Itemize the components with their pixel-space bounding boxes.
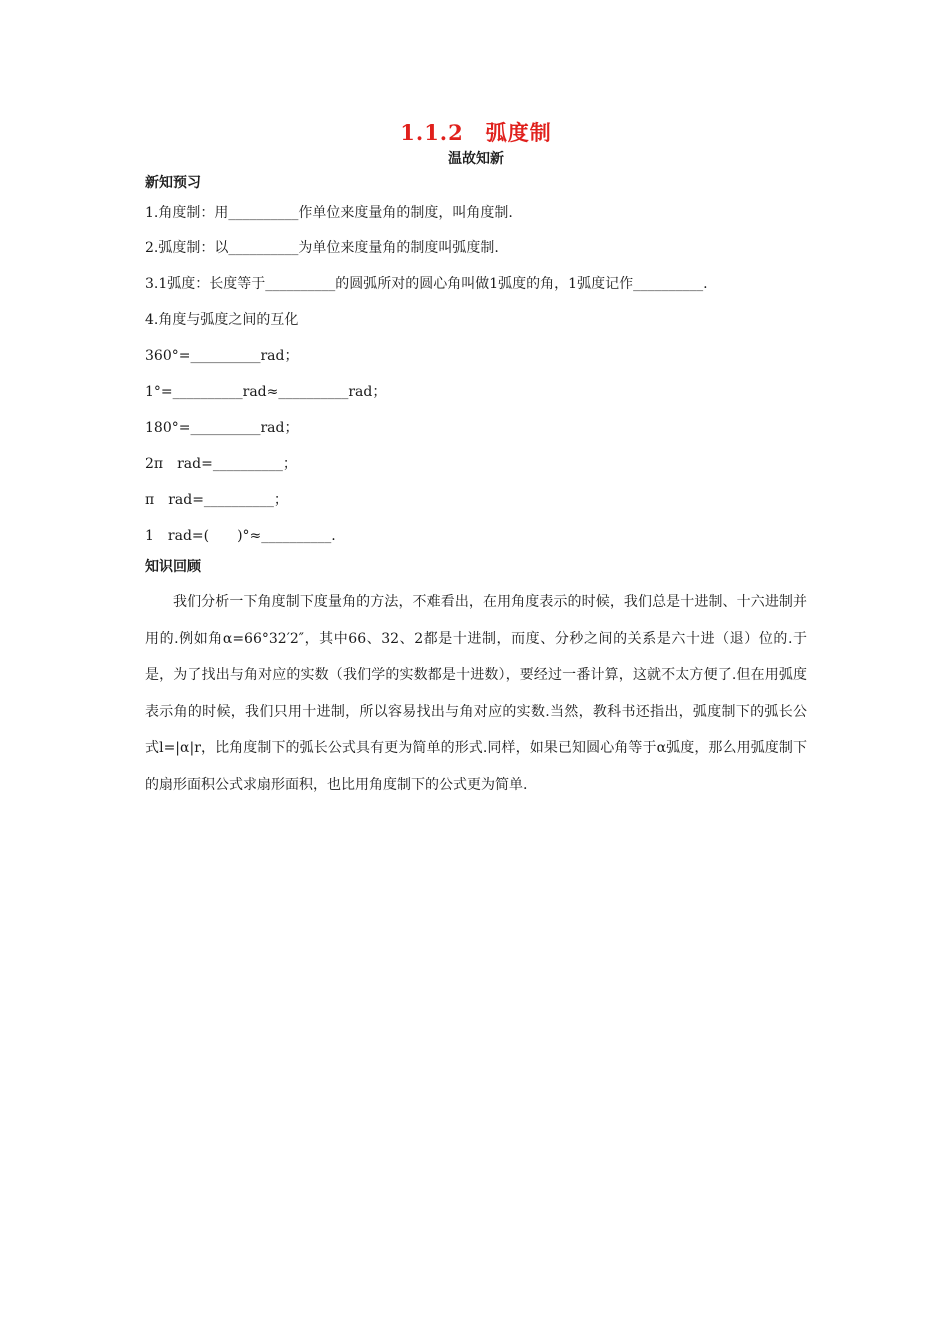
document-page [145, 118, 807, 803]
conversion-pi-rad: π rad=__________； [145, 492, 288, 508]
item-degree-system: 1.角度制：用__________作单位来度量角的制度，叫角度制. [145, 205, 513, 221]
conversion-360-degrees: 360°=__________rad； [145, 348, 299, 364]
conversion-2pi-rad: 2π rad=__________； [145, 456, 297, 472]
page-subtitle: 温故知新 [448, 151, 504, 167]
section-heading-review: 知识回顾 [145, 559, 201, 575]
review-paragraph: 我们分析一下角度制下度量角的方法，不难看出，在用角度表示的时候，我们总是十进制、十六进制并用的.例如角α=66°32′2″，其中66、32、2都是十进制，而度、分秒之间的关系是六十进（退）位的.于是，为了找出与角对应的实数（我们学的实数都是十进数），要经过一番计算，这就不太方便了.但在用弧度表示角的时候，我们只用十进制，所以容易找出与角对应的实数.当然，教科书还指出，弧度制下的弧长公式l=|α|r，比角度制下的弧长公式具有更为简单的形式.同样，如果已知圆心角等于α弧度，那么用弧度制下的扇形面积公式求扇形面积，也比用角度制下的公式更为简单. [145, 594, 807, 793]
conversion-1-degree: 1°=__________rad≈__________rad； [145, 384, 387, 400]
conversion-1-rad: 1 rad=( )°≈__________. [145, 528, 336, 544]
item-conversion-heading: 4.角度与弧度之间的互化 [145, 312, 299, 328]
section-heading-preview: 新知预习 [145, 175, 201, 191]
page-title: 1.1.2 弧度制 [400, 120, 552, 145]
item-one-radian: 3.1弧度：长度等于__________的圆弧所对的圆心角叫做1弧度的角，1弧度记作__________. [145, 276, 708, 292]
item-radian-system: 2.弧度制：以__________为单位来度量角的制度叫弧度制. [145, 240, 499, 256]
conversion-180-degrees: 180°=__________rad； [145, 420, 299, 436]
